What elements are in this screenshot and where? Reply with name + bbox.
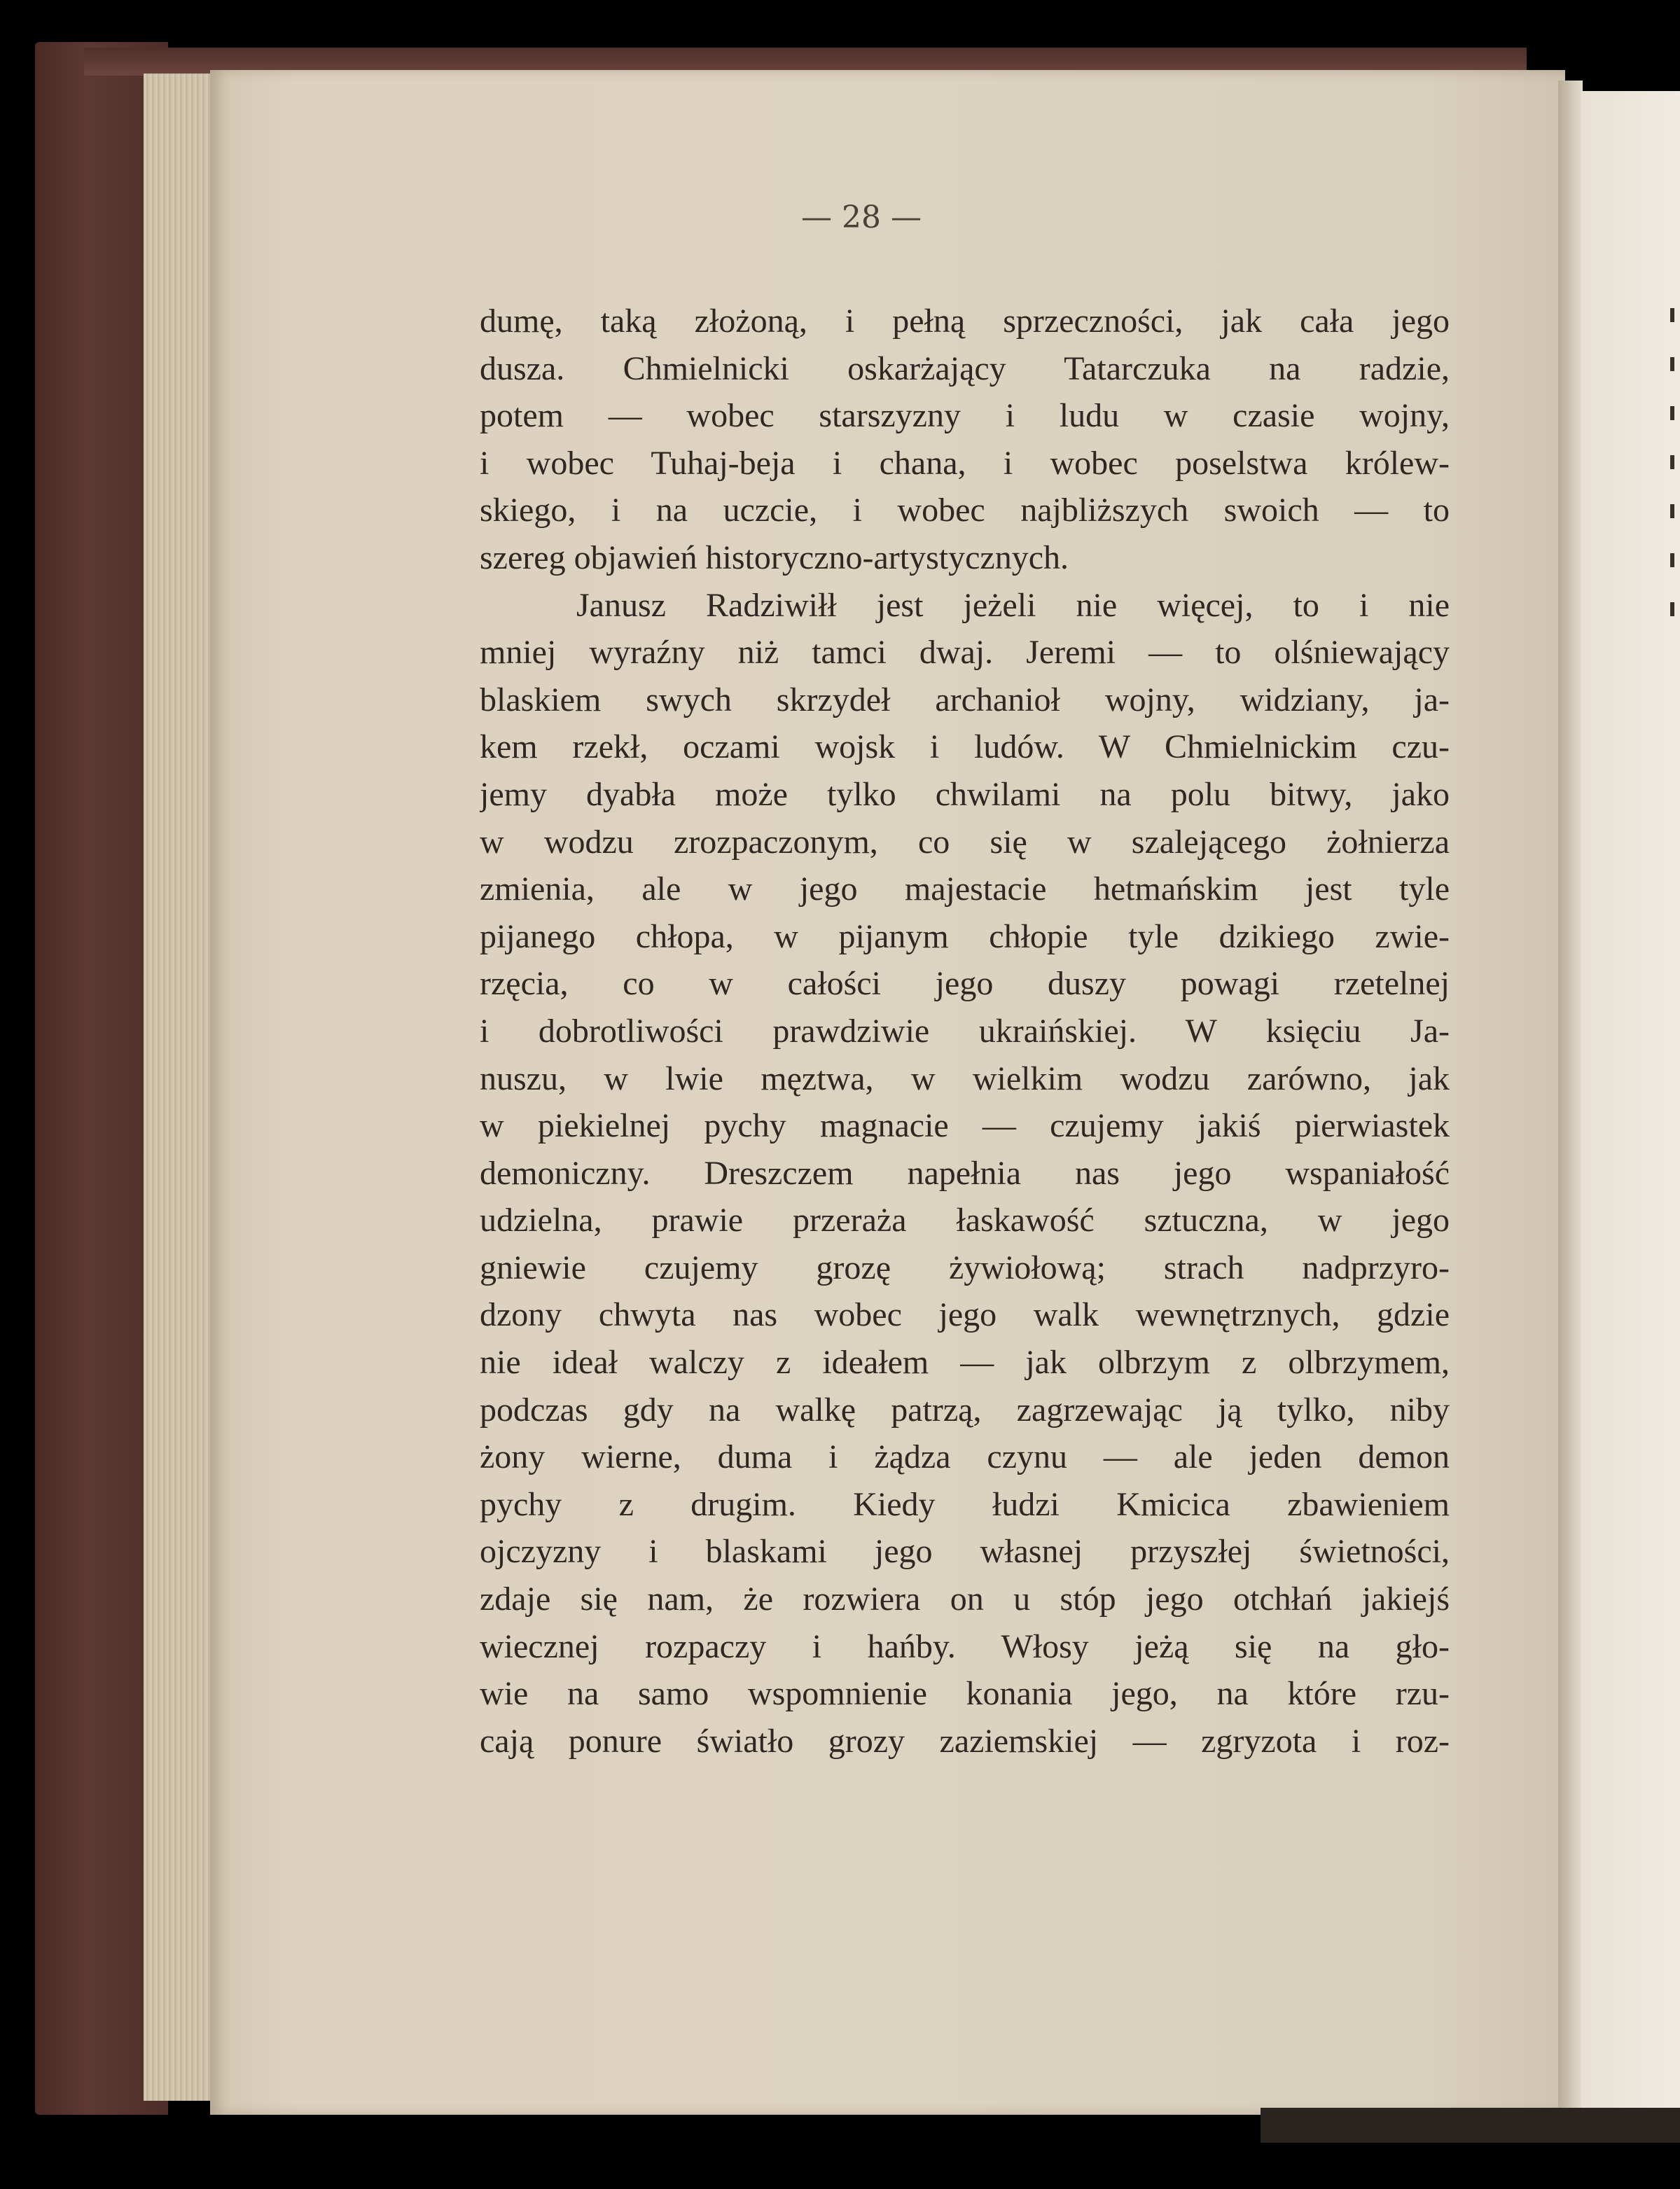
text-line: wie na samo wspomnienie konania jego, na które rzu-	[480, 1675, 1450, 1713]
text-line: udzielna, prawie przeraża łaskawość sztuczna, w jego	[480, 1202, 1450, 1239]
text-line: blaskiem swych skrzydeł archanioł wojny, widziany, ja-	[480, 681, 1450, 718]
page-stack-edges	[144, 74, 221, 2101]
text-line: mniej wyraźny niż tamci dwaj. Jeremi — to olśniewający	[480, 634, 1450, 672]
page-fold-right	[1558, 81, 1583, 2111]
text-line: nie ideał walczy z ideałem — jak olbrzym z olbrzymem,	[480, 1344, 1450, 1382]
text-line: kem rzekł, oczami wojsk i ludów. W Chmielnickim czu-	[480, 728, 1450, 766]
text-line: w piekielnej pychy magnacie — czujemy jakiś pierwiastek	[480, 1107, 1450, 1145]
text-line: Janusz Radziwiłł jest jeżeli nie więcej, to i nie	[576, 586, 1450, 624]
page-number: — 28 —	[801, 200, 922, 235]
text-line: rzęcia, co w całości jego duszy powagi rzetelnej	[480, 965, 1450, 1003]
page-text	[480, 298, 1450, 1765]
text-line: pijanego chłopa, w pijanym chłopie tyle dzikiego zwie-	[480, 917, 1450, 955]
text-line: w wodzu zrozpaczonym, co się w szalejącego żołnierza	[480, 823, 1450, 861]
text-line: ojczyzny i blaskami jego własnej przyszłej świetności,	[480, 1533, 1450, 1571]
text-line: wiecznej rozpaczy i hańby. Włosy jeżą się na gło-	[480, 1627, 1450, 1665]
text-line: nuszu, w lwie męztwa, w wielkim wodzu zarówno, jak	[480, 1059, 1450, 1097]
text-line: potem — wobec starszyzny i ludu w czasie wojny,	[480, 397, 1450, 435]
text-line: żony wierne, duma i żądza czynu — ale jeden demon	[480, 1438, 1450, 1476]
text-line: dumę, taką złożoną, i pełną sprzeczności, jak cała jego	[480, 303, 1450, 340]
text-line: i dobrotliwości prawdziwie ukraińskiej. W księciu Ja-	[480, 1012, 1450, 1050]
text-line: podczas gdy na walkę patrzą, zagrzewając ją tylko, niby	[480, 1391, 1450, 1429]
text-line: demoniczny. Dreszczem napełnia nas jego wspaniałość	[480, 1154, 1450, 1192]
next-page-edge	[1581, 91, 1680, 2108]
text-line: i wobec Tuhaj-beja i chana, i wobec poselstwa królew-	[480, 444, 1450, 482]
text-line: cają ponure światło grozy zaziemskiej — zgryzota i roz-	[480, 1722, 1450, 1760]
text-line: zmienia, ale w jego majestacie hetmańskim jest tyle	[480, 870, 1450, 908]
next-page-text-fragments	[1670, 308, 1674, 630]
text-line: pychy z drugim. Kiedy łudzi Kmicica zbawieniem	[480, 1485, 1450, 1523]
text-line: skiego, i na uczcie, i wobec najbliższych swoich — to	[480, 492, 1450, 529]
text-line: dzony chwyta nas wobec jego walk wewnętrznych, gdzie	[480, 1296, 1450, 1334]
text-line: jemy dyabła może tylko chwilami na polu bitwy, jako	[480, 775, 1450, 813]
text-line: dusza. Chmielnicki oskarżający Tatarczuka na radzie,	[480, 349, 1450, 387]
text-line: szereg objawień historyczno-artystycznych.	[480, 538, 1069, 576]
text-line: gniewie czujemy grozę żywiołową; strach nadprzyro-	[480, 1249, 1450, 1286]
text-line: zdaje się nam, że rozwiera on u stóp jego otchłań jakiejś	[480, 1580, 1450, 1618]
scan-bottom-shadow	[1261, 2108, 1680, 2143]
